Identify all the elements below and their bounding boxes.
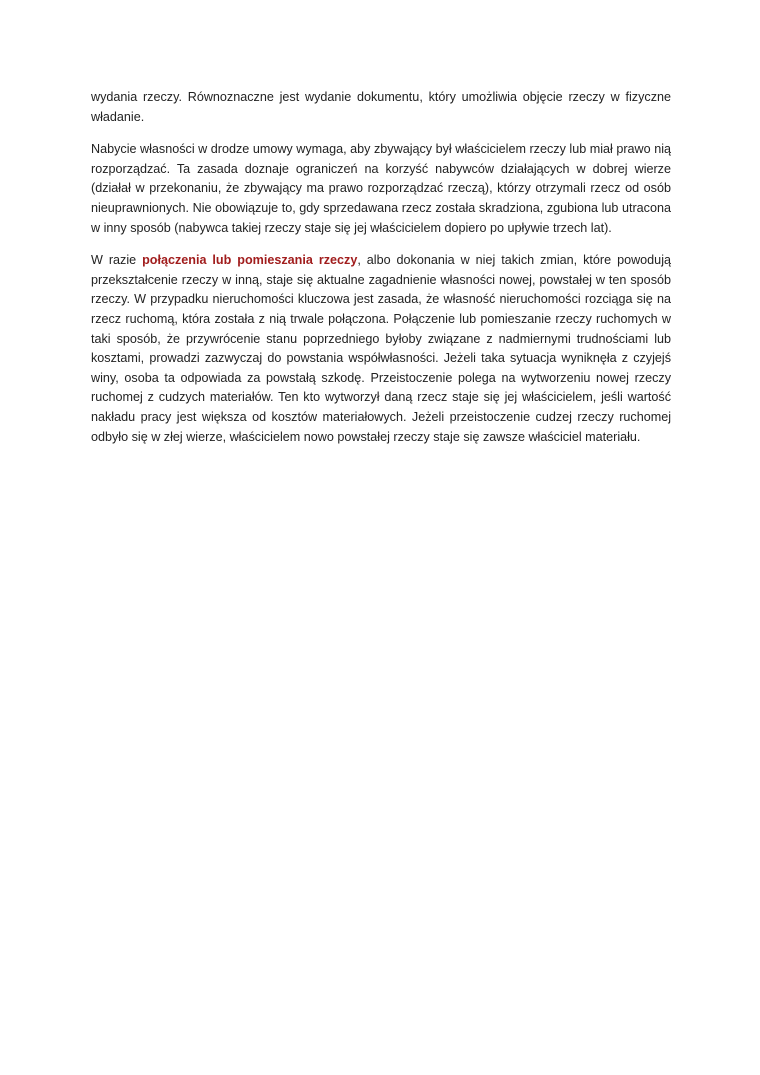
paragraph-ownership-acquisition: Nabycie własności w drodze umowy wymaga, aby zbywający był właścicielem rzeczy lub miał prawo nią rozporządzać. Ta zasada doznaje ograniczeń na korzyść nabywców działających w dobrej wierze (działał w przekonaniu, że zbywający ma prawo rozporządzać rzeczą), którzy otrzymali rzecz od osób nieuprawnionych. Nie obowiązuje to, gdy sprzedawana rzecz została skradziona, zgubiona lub utracona w inny sposób (nabywca takiej rzeczy staje się jej właścicielem dopiero po upływie trzech lat). — [91, 142, 671, 235]
paragraph-delivery: wydania rzeczy. Równoznaczne jest wydanie dokumentu, który umożliwia objęcie rzeczy w fizyczne władanie. — [91, 90, 671, 124]
document-body — [91, 88, 671, 447]
highlighted-term: połączenia lub pomieszania rzeczy — [142, 253, 358, 268]
paragraph-intro-text: W razie — [91, 253, 143, 268]
paragraph-combination-of-things — [91, 251, 671, 447]
paragraph-body-text: , albo dokonania w niej takich zmian, które powodują przekształcenie rzeczy w inną, staje się aktualne zagadnienie własności nowej, powstałej w ten sposób rzeczy. W przypadku nieruchomości kluczowa jest zasada, że własność nieruchomości rozciąga się na rzecz ruchomą, która została z nią trwale połączona. Połączenie lub pomieszanie rzeczy ruchomych w taki sposób, że przywrócenie stanu poprzedniego byłoby związane z nadmiernymi trudnościami lub kosztami, prowadzi zazwyczaj do powstania współwłasności. Jeżeli taka sytuacja wyniknęła z czyjejś winy, osoba ta odpowiada za powstałą szkodę. Przeistoczenie polega na wytworzeniu nowej rzeczy ruchomej z cudzych materiałów. Ten kto wytworzył daną rzecz staje się jej właścicielem, jeśli wartość nakładu pracy jest większa od kosztów materiałowych. Jeżeli przeistoczenie cudzej rzeczy ruchomej odbyło się w złej wierze, właścicielem nowo powstałej rzeczy staje się zawsze właściciel materiału. — [91, 253, 671, 444]
